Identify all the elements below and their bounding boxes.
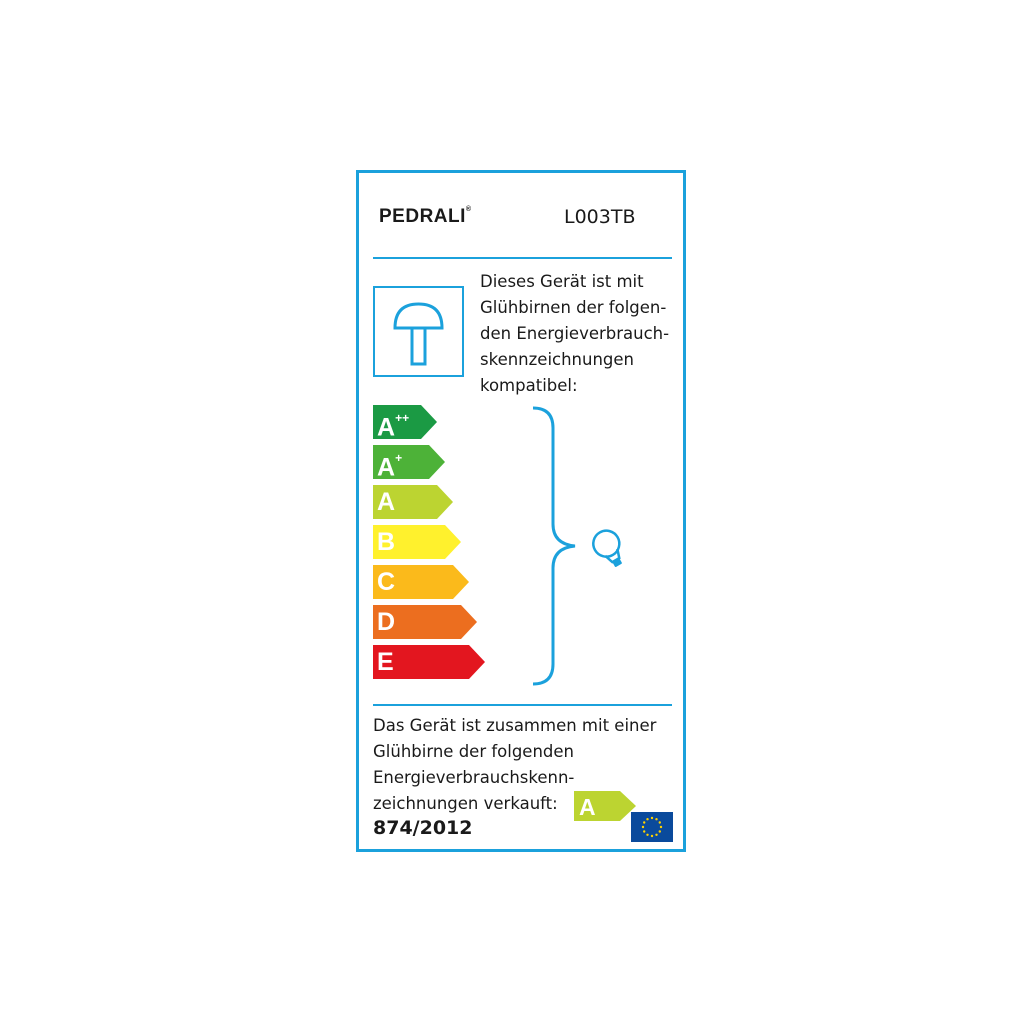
energy-class-e: [373, 645, 485, 679]
energy-class-d: [373, 605, 477, 639]
energy-class-superscript: +: [395, 451, 403, 465]
eu-star: [659, 821, 661, 823]
curly-brace-icon: [531, 406, 587, 686]
energy-class-letter: E: [377, 648, 394, 676]
lamp-icon-box: [373, 286, 464, 377]
sold-line: Glühbirne der folgenden: [373, 742, 574, 761]
eu-star: [643, 830, 645, 832]
sold-line: Energieverbrauchskenn-: [373, 768, 575, 787]
energy-class-ap: [373, 445, 445, 482]
compatible-line: den Energieverbrauch-: [480, 324, 670, 343]
energy-label: [356, 170, 686, 852]
brand-logo: PEDRALI®: [379, 206, 472, 227]
compatible-line: kompatibel:: [480, 376, 578, 395]
table-lamp-icon: [375, 288, 462, 375]
eu-star: [646, 818, 648, 820]
energy-class-superscript: ++: [395, 411, 410, 425]
model-number: L003TB: [564, 206, 636, 228]
eu-star: [655, 818, 657, 820]
eu-star: [651, 817, 653, 819]
compatible-line: Dieses Gerät ist mit: [480, 272, 644, 291]
energy-class-letter: A+: [377, 451, 403, 482]
compatible-line: Glühbirnen der folgen-: [480, 298, 667, 317]
eu-star: [646, 834, 648, 836]
compatible-line: skennzeichnungen: [480, 350, 635, 369]
compatible-text: [480, 269, 680, 399]
energy-class-a: [373, 485, 453, 519]
sold-class-badge: [574, 791, 636, 821]
divider-top: [373, 257, 672, 259]
energy-class-letter: C: [377, 568, 396, 596]
sold-line: Das Gerät ist zusammen mit einer: [373, 716, 657, 735]
eu-star: [659, 830, 661, 832]
eu-star: [643, 821, 645, 823]
eu-star: [660, 826, 662, 828]
energy-class-letter: B: [377, 528, 396, 556]
sold-class-letter: A: [579, 794, 596, 820]
eu-star: [642, 826, 644, 828]
eu-star: [651, 835, 653, 837]
light-bulb-icon: [587, 521, 641, 569]
energy-class-b: [373, 525, 461, 559]
energy-class-c: [373, 565, 469, 599]
sold-line: zeichnungen verkauft:: [373, 794, 558, 813]
energy-class-letter: A++: [377, 411, 410, 442]
energy-class-app: [373, 405, 437, 442]
eu-star: [655, 834, 657, 836]
energy-class-letter: D: [377, 608, 396, 636]
divider-bottom: [373, 704, 672, 706]
energy-class-letter: A: [377, 488, 396, 516]
regulation-number: 874/2012: [373, 817, 473, 839]
eu-flag-icon: [631, 812, 673, 842]
sold-text: [373, 713, 683, 817]
